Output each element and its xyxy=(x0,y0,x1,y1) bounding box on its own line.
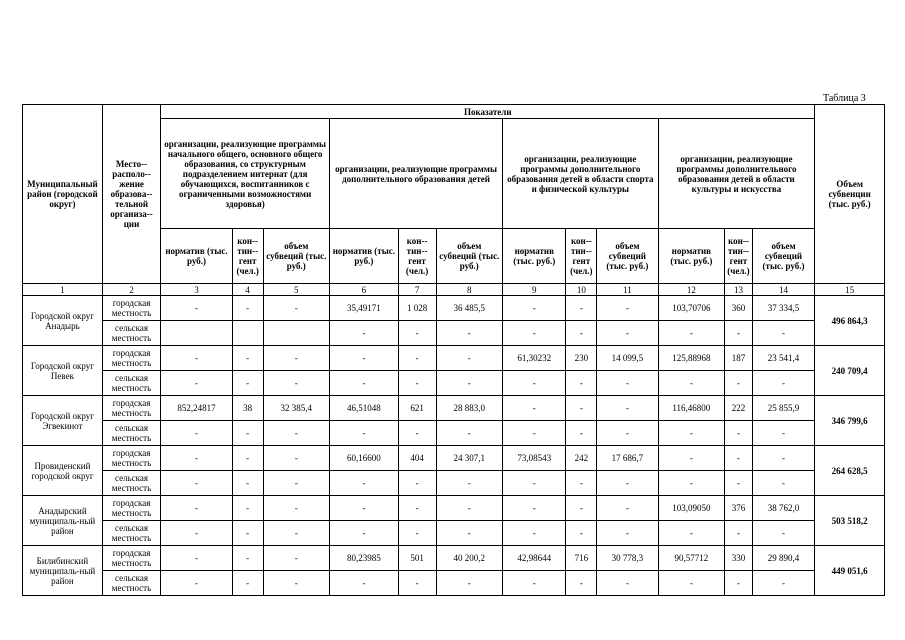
header-indicators: Показатели xyxy=(161,105,815,119)
header-volume: объем субвеций (тыс. руб.) xyxy=(752,229,815,284)
municipality-name: Анадырский муниципаль-ный район xyxy=(23,496,103,546)
cell-value: - xyxy=(161,371,233,396)
cell-value: - xyxy=(658,321,725,346)
subsidy-total: 346 799,6 xyxy=(815,396,885,446)
cell-value: - xyxy=(398,471,436,496)
cell-value: 38 762,0 xyxy=(752,496,815,521)
location-rural: сельская местность xyxy=(102,371,160,396)
cell-value: - xyxy=(725,571,753,596)
header-location: Место-располо-жение образова-тельной организа-ции xyxy=(102,105,160,284)
cell-value: - xyxy=(436,371,503,396)
header-group-additional-education: организации, реализующие программы дополнительного образования детей xyxy=(330,119,503,229)
subsidy-total: 496 864,3 xyxy=(815,296,885,346)
cell-value: 30 778,3 xyxy=(597,546,658,571)
cell-value: - xyxy=(232,296,263,321)
cell-value: 103,09050 xyxy=(658,496,725,521)
cell-value: 376 xyxy=(725,496,753,521)
table-row xyxy=(23,571,885,596)
cell-value: - xyxy=(566,396,597,421)
cell-value: - xyxy=(658,471,725,496)
column-number: 1 xyxy=(23,284,103,296)
table-row xyxy=(23,296,885,321)
municipality-name: Городской округ Эгвекинот xyxy=(23,396,103,446)
table-body xyxy=(23,296,885,596)
table-row xyxy=(23,371,885,396)
cell-value: - xyxy=(725,521,753,546)
cell-value: - xyxy=(566,496,597,521)
header-group-culture: организации, реализующие программы дополнительного образования детей в области культуры и искусства xyxy=(658,119,815,229)
cell-value: - xyxy=(658,371,725,396)
cell-value: - xyxy=(752,571,815,596)
cell-value: 404 xyxy=(398,446,436,471)
header-contingent: кон-тин-гент (чел.) xyxy=(398,229,436,284)
cell-value: 60,16600 xyxy=(330,446,399,471)
column-number: 2 xyxy=(102,284,160,296)
cell-value: 230 xyxy=(566,346,597,371)
cell-value: - xyxy=(161,471,233,496)
cell-value xyxy=(263,321,330,346)
cell-value: - xyxy=(232,371,263,396)
cell-value: - xyxy=(503,321,566,346)
cell-value: - xyxy=(330,421,399,446)
cell-value: - xyxy=(725,471,753,496)
table-row xyxy=(23,421,885,446)
column-number: 12 xyxy=(658,284,725,296)
location-urban: городская местность xyxy=(102,496,160,521)
cell-value: - xyxy=(752,471,815,496)
cell-value: 80,23985 xyxy=(330,546,399,571)
cell-value: - xyxy=(436,496,503,521)
cell-value: - xyxy=(263,296,330,321)
cell-value: - xyxy=(232,571,263,596)
cell-value: - xyxy=(503,571,566,596)
municipality-name: Провиденский городской округ xyxy=(23,446,103,496)
header-norm: норматив (тыс. руб.) xyxy=(503,229,566,284)
table-row xyxy=(23,471,885,496)
location-rural: сельская местность xyxy=(102,521,160,546)
table-row xyxy=(23,446,885,471)
cell-value: - xyxy=(263,521,330,546)
header-group-sport: организации, реализующие программы дополнительного образования детей в области спорта и физической культуры xyxy=(503,119,659,229)
cell-value: - xyxy=(503,521,566,546)
cell-value: 46,51048 xyxy=(330,396,399,421)
cell-value: - xyxy=(725,371,753,396)
cell-value: - xyxy=(161,571,233,596)
cell-value: 242 xyxy=(566,446,597,471)
cell-value: 38 xyxy=(232,396,263,421)
subsidy-total: 449 051,6 xyxy=(815,546,885,596)
cell-value: - xyxy=(725,321,753,346)
header-contingent: кон-тин-гент (чел.) xyxy=(725,229,753,284)
cell-value: - xyxy=(330,571,399,596)
cell-value: - xyxy=(566,471,597,496)
column-number: 6 xyxy=(330,284,399,296)
cell-value: - xyxy=(566,296,597,321)
cell-value: 25 855,9 xyxy=(752,396,815,421)
cell-value: - xyxy=(658,521,725,546)
subsidy-total: 264 628,5 xyxy=(815,446,885,496)
cell-value: 36 485,5 xyxy=(436,296,503,321)
cell-value: - xyxy=(330,521,399,546)
header-contingent: кон-тин-гент (чел.) xyxy=(232,229,263,284)
cell-value: - xyxy=(398,346,436,371)
cell-value: - xyxy=(436,471,503,496)
column-number: 9 xyxy=(503,284,566,296)
cell-value: 330 xyxy=(725,546,753,571)
cell-value: - xyxy=(161,496,233,521)
cell-value: - xyxy=(503,296,566,321)
location-rural: сельская местность xyxy=(102,571,160,596)
cell-value: - xyxy=(436,346,503,371)
header-volume: объем субвеций (тыс. руб.) xyxy=(597,229,658,284)
cell-value: - xyxy=(232,421,263,446)
cell-value: - xyxy=(398,521,436,546)
cell-value: - xyxy=(161,346,233,371)
column-number: 4 xyxy=(232,284,263,296)
cell-value: 716 xyxy=(566,546,597,571)
cell-value: - xyxy=(566,371,597,396)
cell-value: - xyxy=(398,421,436,446)
cell-value: - xyxy=(597,421,658,446)
location-urban: городская местность xyxy=(102,296,160,321)
municipality-name: Городской округ Анадырь xyxy=(23,296,103,346)
header-norm: норматив (тыс. руб.) xyxy=(330,229,399,284)
cell-value: - xyxy=(597,496,658,521)
cell-value: 35,49171 xyxy=(330,296,399,321)
location-rural: сельская местность xyxy=(102,321,160,346)
cell-value: 852,24817 xyxy=(161,396,233,421)
cell-value: 501 xyxy=(398,546,436,571)
cell-value: - xyxy=(330,321,399,346)
municipality-name: Билибинский муниципаль-ный район xyxy=(23,546,103,596)
cell-value: 61,30232 xyxy=(503,346,566,371)
cell-value: - xyxy=(330,496,399,521)
cell-value: - xyxy=(398,496,436,521)
cell-value: - xyxy=(752,446,815,471)
column-number: 7 xyxy=(398,284,436,296)
cell-value: - xyxy=(566,521,597,546)
column-number: 15 xyxy=(815,284,885,296)
cell-value: - xyxy=(263,471,330,496)
cell-value: - xyxy=(503,371,566,396)
cell-value: 28 883,0 xyxy=(436,396,503,421)
location-urban: городская местность xyxy=(102,546,160,571)
cell-value: - xyxy=(398,371,436,396)
cell-value: - xyxy=(436,571,503,596)
cell-value: - xyxy=(503,496,566,521)
location-urban: городская местность xyxy=(102,346,160,371)
header-volume: объем субвеций (тыс. руб.) xyxy=(263,229,330,284)
cell-value: - xyxy=(566,571,597,596)
subsidy-total: 240 709,4 xyxy=(815,346,885,396)
header-norm: норматив (тыс. руб.) xyxy=(658,229,725,284)
cell-value: - xyxy=(161,546,233,571)
cell-value: - xyxy=(330,471,399,496)
column-number: 5 xyxy=(263,284,330,296)
cell-value: 360 xyxy=(725,296,753,321)
cell-value: - xyxy=(232,471,263,496)
header-row-1 xyxy=(23,105,885,119)
cell-value: - xyxy=(263,496,330,521)
cell-value: - xyxy=(566,321,597,346)
cell-value: - xyxy=(597,321,658,346)
header-contingent: кон-тин-гент (чел.) xyxy=(566,229,597,284)
subsidy-table xyxy=(22,104,885,596)
cell-value: - xyxy=(232,521,263,546)
cell-value: - xyxy=(503,396,566,421)
cell-value: - xyxy=(752,371,815,396)
cell-value: 23 541,4 xyxy=(752,346,815,371)
header-group-general-education: организации, реализующие программы начального общего, основного общего образования, со структурным подразделением интернат (для обучающихся, воспитанников с ограниченными возможностями здоровья) xyxy=(161,119,330,229)
cell-value: 125,88968 xyxy=(658,346,725,371)
cell-value: - xyxy=(436,321,503,346)
cell-value: 116,46800 xyxy=(658,396,725,421)
column-number: 8 xyxy=(436,284,503,296)
cell-value: - xyxy=(263,571,330,596)
cell-value: - xyxy=(725,446,753,471)
cell-value: 1 028 xyxy=(398,296,436,321)
cell-value: - xyxy=(503,471,566,496)
location-urban: городская местность xyxy=(102,446,160,471)
table-row xyxy=(23,546,885,571)
cell-value: - xyxy=(752,421,815,446)
cell-value: 222 xyxy=(725,396,753,421)
cell-value: - xyxy=(597,571,658,596)
cell-value: - xyxy=(566,421,597,446)
cell-value: - xyxy=(161,296,233,321)
table-row xyxy=(23,521,885,546)
cell-value: - xyxy=(398,571,436,596)
cell-value: - xyxy=(232,546,263,571)
cell-value xyxy=(232,321,263,346)
cell-value: 90,57712 xyxy=(658,546,725,571)
table-row xyxy=(23,346,885,371)
cell-value: 17 686,7 xyxy=(597,446,658,471)
subsidy-total: 503 518,2 xyxy=(815,496,885,546)
location-urban: городская местность xyxy=(102,396,160,421)
cell-value: 32 385,4 xyxy=(263,396,330,421)
column-number: 3 xyxy=(161,284,233,296)
cell-value: 42,98644 xyxy=(503,546,566,571)
cell-value: - xyxy=(232,446,263,471)
location-rural: сельская местность xyxy=(102,421,160,446)
cell-value: - xyxy=(263,421,330,446)
cell-value: - xyxy=(330,371,399,396)
column-number: 10 xyxy=(566,284,597,296)
cell-value: 73,08543 xyxy=(503,446,566,471)
cell-value: - xyxy=(503,421,566,446)
cell-value: - xyxy=(330,346,399,371)
cell-value: - xyxy=(161,446,233,471)
column-number: 13 xyxy=(725,284,753,296)
cell-value: - xyxy=(263,346,330,371)
cell-value: - xyxy=(597,471,658,496)
table-row xyxy=(23,396,885,421)
cell-value: - xyxy=(725,421,753,446)
cell-value xyxy=(161,321,233,346)
table-caption: Таблица 3 xyxy=(823,93,866,104)
header-municipality: Муниципальный район (городской округ) xyxy=(23,105,103,284)
cell-value: - xyxy=(658,421,725,446)
table-row xyxy=(23,321,885,346)
cell-value: - xyxy=(161,421,233,446)
cell-value: 24 307,1 xyxy=(436,446,503,471)
cell-value: - xyxy=(232,346,263,371)
cell-value: - xyxy=(752,321,815,346)
cell-value: - xyxy=(398,321,436,346)
cell-value: - xyxy=(263,446,330,471)
cell-value: 103,70706 xyxy=(658,296,725,321)
header-subsidy: Объем субвенции (тыс. руб.) xyxy=(815,105,885,284)
cell-value: - xyxy=(658,446,725,471)
cell-value: - xyxy=(597,521,658,546)
cell-value: - xyxy=(752,521,815,546)
cell-value: - xyxy=(658,571,725,596)
header-norm: норматив (тыс. руб.) xyxy=(161,229,233,284)
column-numbers-row xyxy=(23,284,885,296)
cell-value: - xyxy=(597,371,658,396)
header-volume: объем субвеций (тыс. руб.) xyxy=(436,229,503,284)
cell-value: 40 200,2 xyxy=(436,546,503,571)
cell-value: - xyxy=(161,521,233,546)
column-number: 11 xyxy=(597,284,658,296)
cell-value: 29 890,4 xyxy=(752,546,815,571)
cell-value: - xyxy=(597,396,658,421)
cell-value: - xyxy=(263,546,330,571)
cell-value: 37 334,5 xyxy=(752,296,815,321)
location-rural: сельская местность xyxy=(102,471,160,496)
cell-value: - xyxy=(263,371,330,396)
municipality-name: Городской округ Певек xyxy=(23,346,103,396)
cell-value: 621 xyxy=(398,396,436,421)
cell-value: - xyxy=(232,496,263,521)
cell-value: - xyxy=(436,521,503,546)
table-row xyxy=(23,496,885,521)
column-number: 14 xyxy=(752,284,815,296)
cell-value: - xyxy=(436,421,503,446)
cell-value: - xyxy=(597,296,658,321)
cell-value: 14 099,5 xyxy=(597,346,658,371)
cell-value: 187 xyxy=(725,346,753,371)
